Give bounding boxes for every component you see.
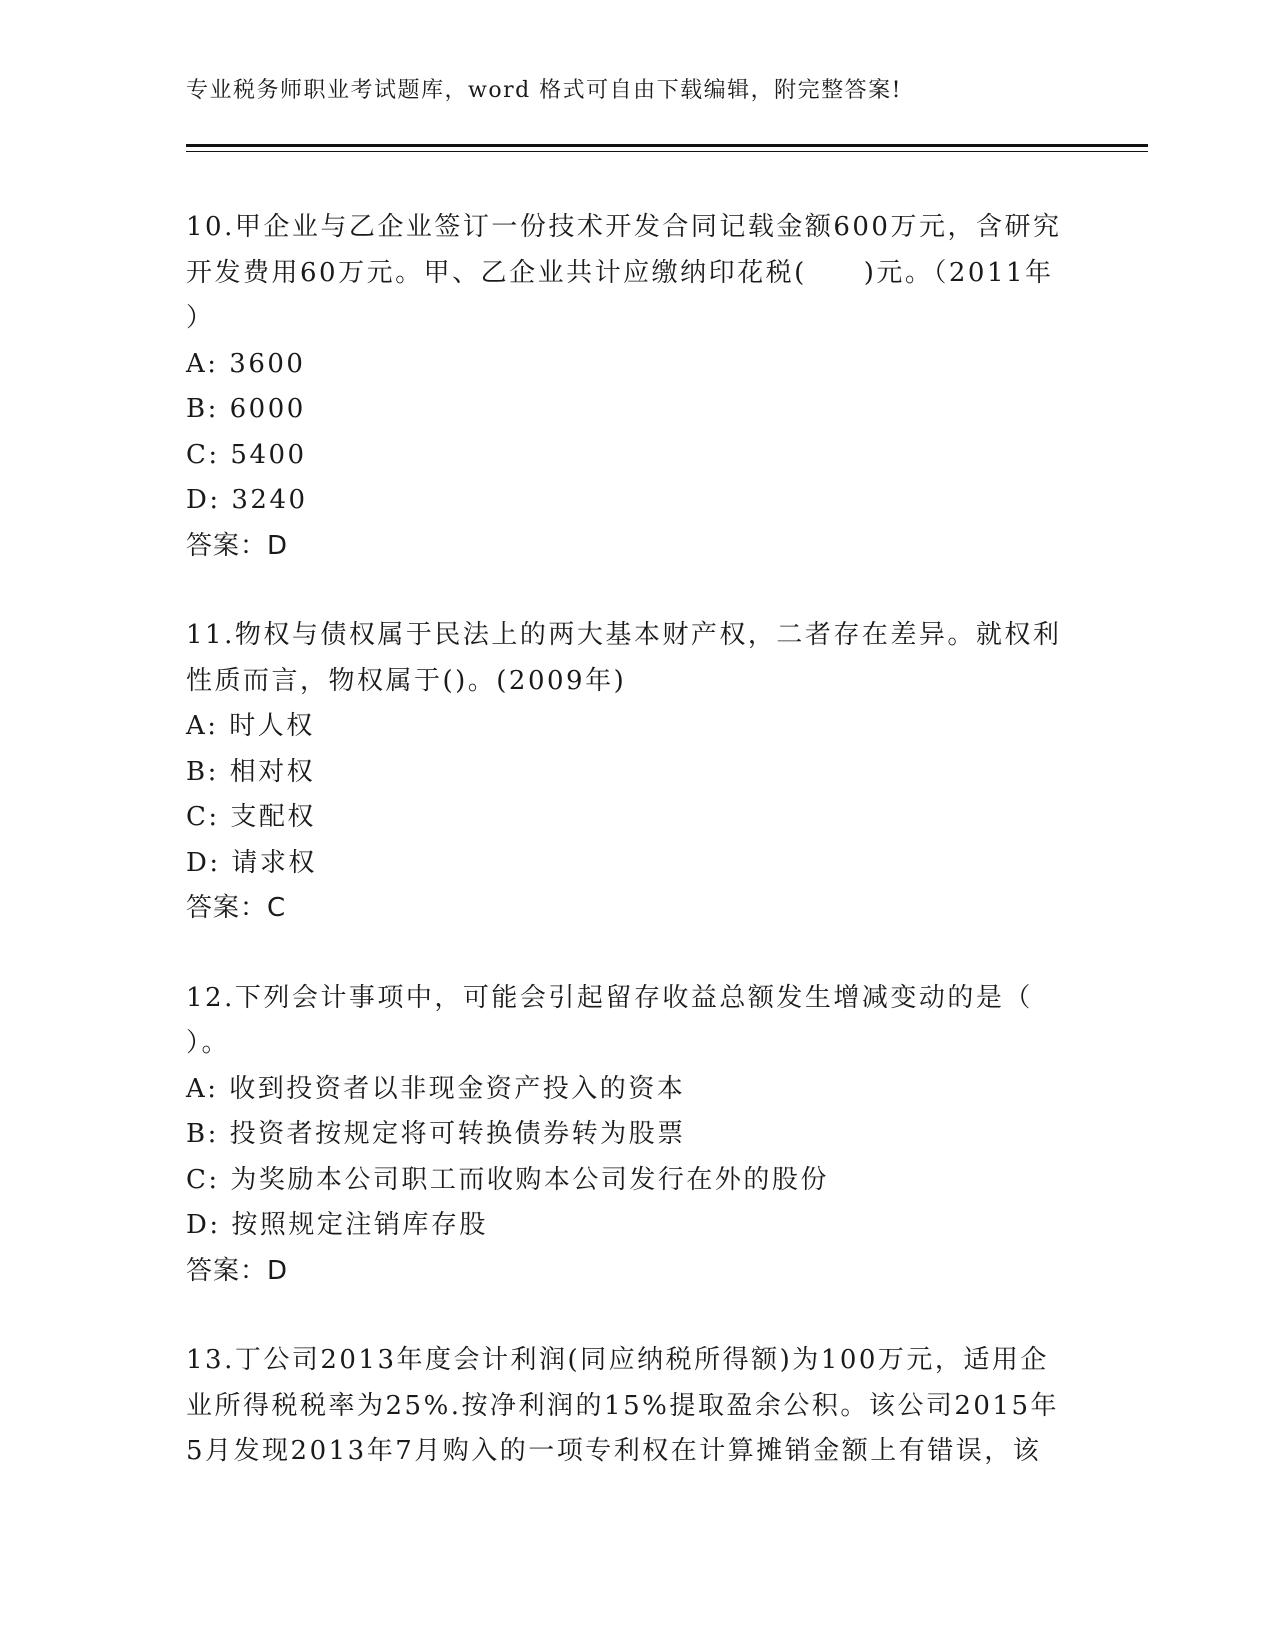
question-text-line: 10.甲企业与乙企业签订一份技术开发合同记载金额600万元，含研究 [186, 212, 1062, 242]
option-c: C: 5400 [186, 439, 307, 470]
header-divider-thin [186, 151, 1148, 152]
question-text-line: 12.下列会计事项中，可能会引起留存收益总额发生增减变动的是（ [186, 982, 1033, 1013]
question-text-line: 性质而言，物权属于()。(2009年) [186, 665, 627, 696]
answer-label: 答案：D [186, 1255, 289, 1286]
option-a: A: 3600 [186, 348, 306, 379]
question-text-line: 11.物权与债权属于民法上的两大基本财产权，二者存在差异。就权利 [186, 620, 1062, 650]
question-13 [186, 1338, 1086, 1475]
option-c: C: 为奖励本公司职工而收购本公司发行在外的股份 [186, 1164, 829, 1195]
question-text-line: 13.丁公司2013年度会计利润(同应纳税所得额)为100万元，适用企 [186, 1345, 1049, 1375]
question-11 [186, 613, 1086, 932]
question-text-line: ）。 [186, 1028, 231, 1058]
question-10 [186, 205, 1086, 569]
question-text-line: 5月发现2013年7月购入的一项专利权在计算摊销金额上有错误，该 [186, 1436, 1042, 1466]
option-b: B: 相对权 [186, 756, 316, 787]
answer-label: 答案：C [186, 893, 287, 923]
option-c: C: 支配权 [186, 802, 316, 832]
option-b: B: 投资者按规定将可转换债券转为股票 [186, 1119, 686, 1149]
option-d: D: 请求权 [186, 847, 317, 878]
question-12 [186, 976, 1086, 1295]
header-divider-thick [186, 144, 1148, 147]
question-text-line: 业所得税税率为25%.按净利润的15%提取盈余公积。该公司2015年 [186, 1390, 1060, 1421]
option-a: A: 收到投资者以非现金资产投入的资本 [186, 1073, 686, 1104]
answer-label: 答案：D [186, 530, 289, 561]
option-a: A: 时人权 [186, 711, 315, 741]
question-text-line: 开发费用60万元。甲、乙企业共计应缴纳印花税( )元。（2011年 [186, 257, 1054, 288]
option-d: D: 按照规定注销库存股 [186, 1210, 488, 1240]
page-header: 专业税务师职业考试题库，word 格式可自由下载编辑，附完整答案! [186, 78, 903, 103]
option-d: D: 3240 [186, 485, 308, 515]
question-text-line: ） [186, 303, 215, 333]
option-b: B: 6000 [186, 394, 306, 424]
question-list [186, 205, 1086, 1519]
